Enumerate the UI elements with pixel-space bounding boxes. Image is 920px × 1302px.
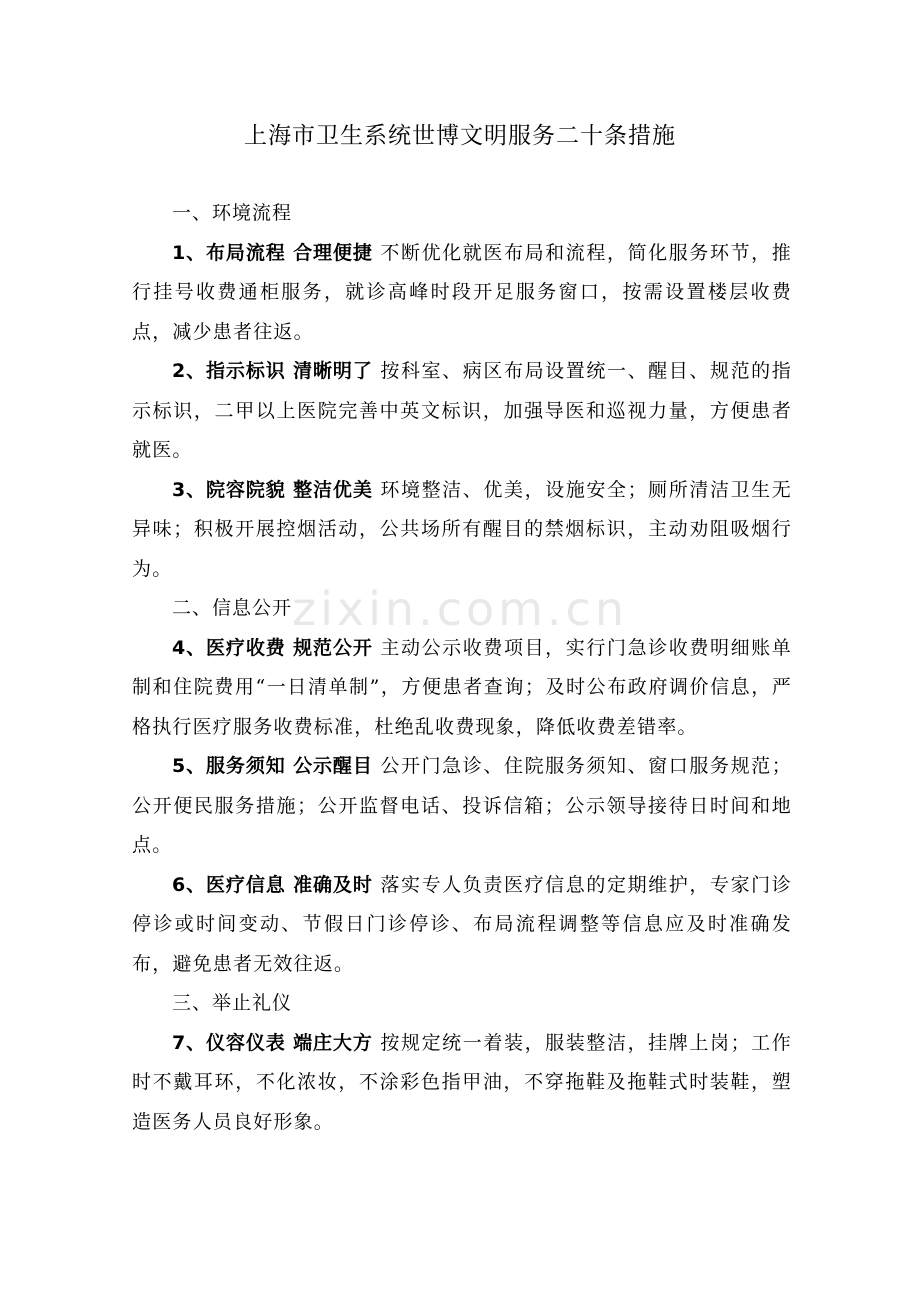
measure-heading: 5、服务须知 公示醒目 xyxy=(172,755,373,777)
section-heading-environment: 一、环境流程 xyxy=(172,202,293,224)
document-title: 上海市卫生系统世博文明服务二十条措施 xyxy=(244,123,676,149)
document-body xyxy=(132,194,792,1142)
measure-text: 按科室、病区布局设置统一、醒目、规范的指示标识，二甲以上医院完善中英文标识，加强导医和巡视力量，方便患者就医。 xyxy=(132,360,792,461)
measure-item-4 xyxy=(132,629,792,748)
measure-text: 按规定统一着装，服装整洁，挂牌上岗；工作时不戴耳环，不化浓妆，不涂彩色指甲油，不穿拖鞋及拖鞋式时装鞋，塑造医务人员良好形象。 xyxy=(132,1031,792,1133)
measure-text: 落实专人负责医疗信息的定期维护，专家门诊停诊或时间变动、节假日门诊停诊、布局流程调整等信息应及时准确发布，避免患者无效往返。 xyxy=(132,873,792,975)
measure-heading: 6、医疗信息 准确及时 xyxy=(172,873,373,896)
measure-text: 主动公示收费项目，实行门急诊收费明细账单制和住院费用“一日清单制”，方便患者查询；及时公布政府调价信息，严格执行医疗服务收费标准，杜绝乱收费现象，降低收费差错率。 xyxy=(132,636,792,738)
measure-heading: 4、医疗收费 规范公开 xyxy=(172,636,373,659)
measure-heading: 7、仪容仪表 端庄大方 xyxy=(172,1031,373,1054)
measure-item-5 xyxy=(132,747,792,866)
watermark-text: zixin.com.cn xyxy=(291,582,629,636)
measure-heading: 1、布局流程 合理便捷 xyxy=(172,241,373,264)
measure-heading: 3、院容院貌 整洁优美 xyxy=(172,478,373,501)
measure-item-6 xyxy=(132,866,792,985)
measure-text: 不断优化就医布局和流程，简化服务环节，推行挂号收费通柜服务，就诊高峰时段开足服务窗口，按需设置楼层收费点，减少患者往返。 xyxy=(132,241,792,343)
measure-item-3 xyxy=(132,471,792,590)
measure-text: 环境整洁、优美，设施安全；厕所清洁卫生无异味；积极开展控烟活动，公共场所有醒目的禁烟标识，主动劝阻吸烟行为。 xyxy=(132,478,792,580)
section-heading-etiquette: 三、举止礼仪 xyxy=(172,992,293,1014)
measure-item-7 xyxy=(132,1024,792,1143)
measure-text: 公开门急诊、住院服务须知、窗口服务规范；公开便民服务措施；公开监督电话、投诉信箱；公示领导接待日时间和地点。 xyxy=(132,755,792,856)
measure-item-2 xyxy=(132,352,792,471)
measure-item-1 xyxy=(132,234,792,353)
section-heading-information: 二、信息公开 xyxy=(172,597,293,619)
measure-heading: 2、指示标识 清晰明了 xyxy=(172,360,373,382)
